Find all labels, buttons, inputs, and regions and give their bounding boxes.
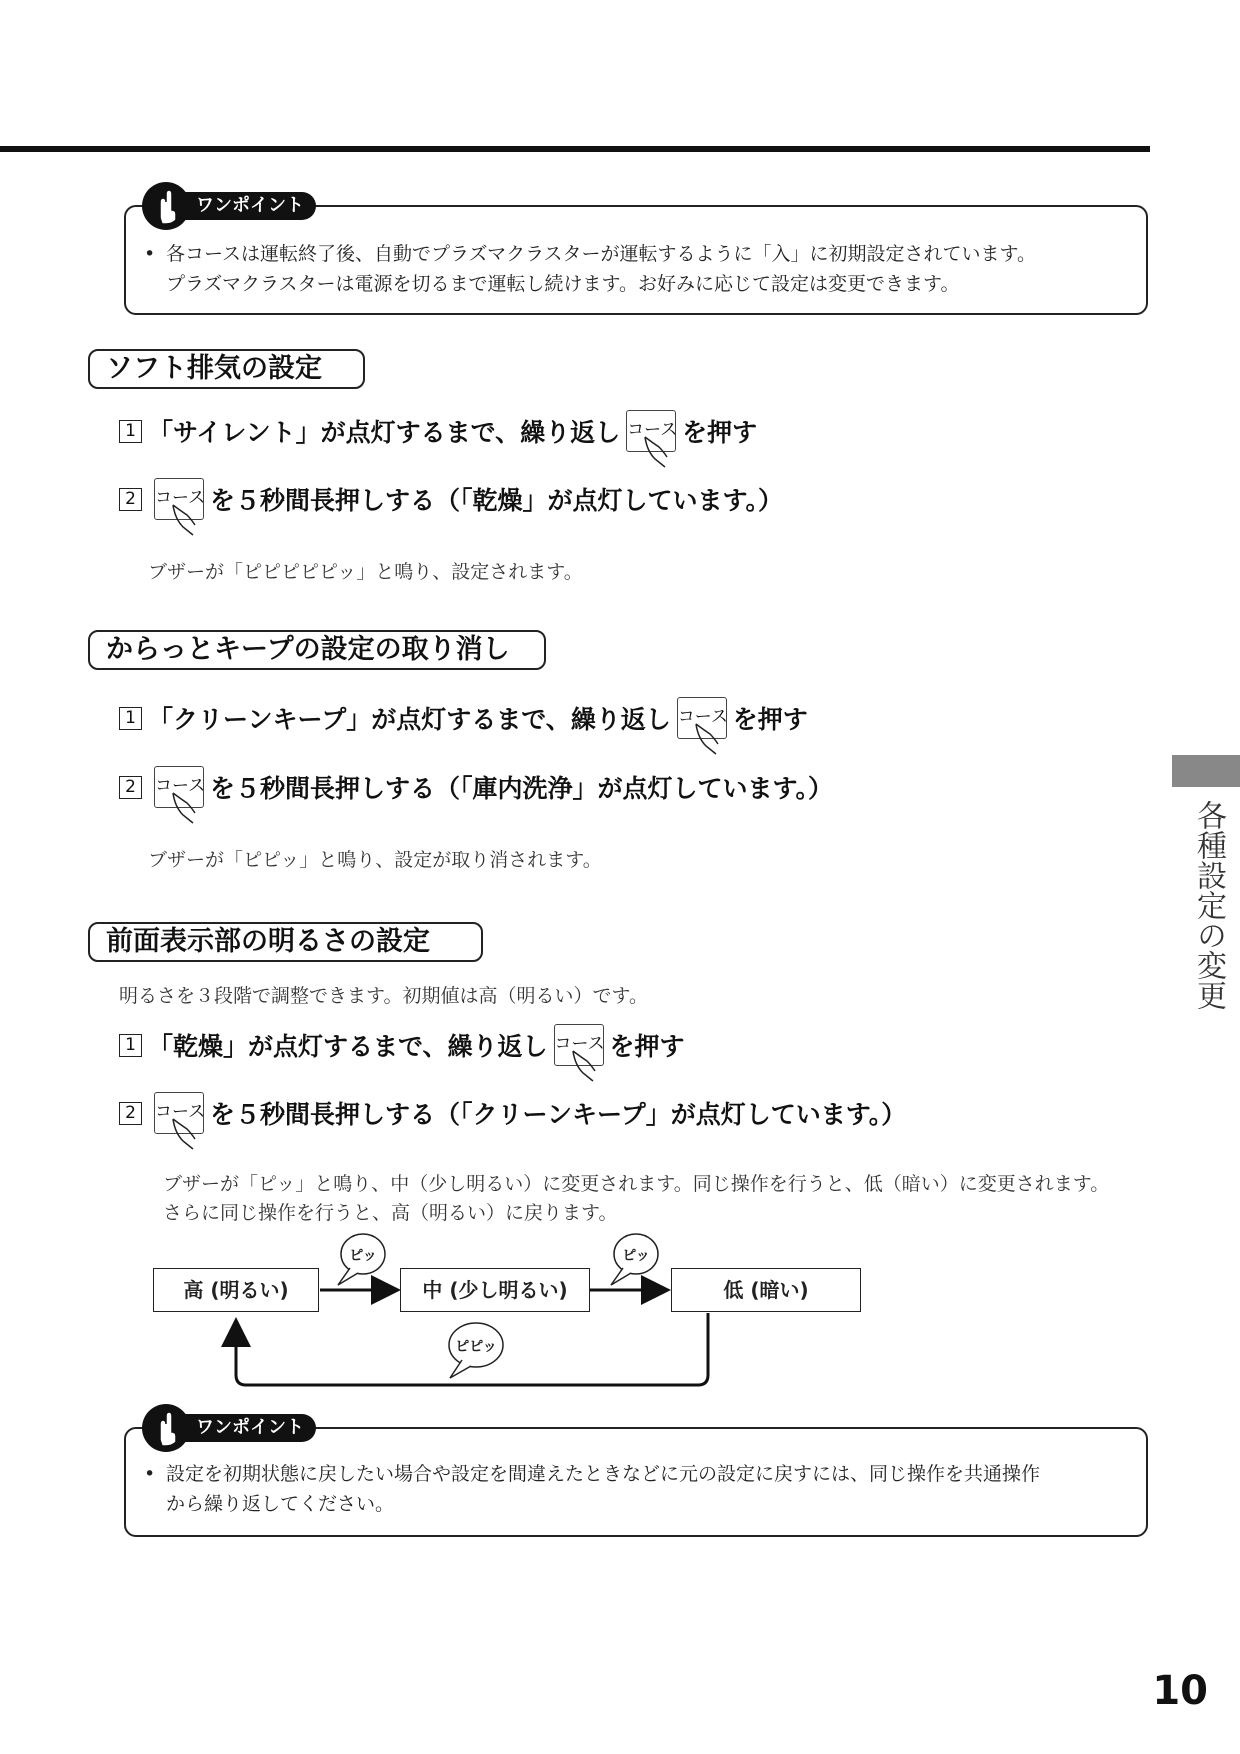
section-3-note-line-2: さらに同じ操作を行うと、高（明るい）に戻ります。 — [163, 1202, 618, 1224]
step-text-after: を５秒間長押しする（「クリーンキープ」が点灯しています。） — [210, 1100, 907, 1129]
section-3-intro: 明るさを３段階で調整できます。初期値は高（明るい）です。 — [119, 985, 648, 1007]
step-text-after: を５秒間長押しする（「乾燥」が点灯しています。） — [210, 486, 784, 515]
section-1-note: ブザーが「ピピピピピッ」と鳴り、設定されます。 — [148, 561, 583, 583]
step-number: 1 — [119, 420, 142, 443]
step-text-before: 「サイレント」が点灯するまで、繰り返し — [148, 418, 621, 447]
onepoint-2-line-1: 設定を初期状態に戻したい場合や設定を間違えたときなどに元の設定に戻すには、同じ操作を共通操作 — [166, 1463, 1041, 1485]
step-text-after: を押す — [609, 1032, 685, 1061]
section-1-title-text: ソフト排気の設定 — [106, 353, 322, 384]
course-button-label: コース — [155, 1102, 206, 1122]
brightness-mid-box: 中 (少し明るい) — [400, 1268, 590, 1312]
step-number: 1 — [119, 707, 142, 730]
brightness-low-box: 低 (暗い) — [671, 1268, 861, 1312]
section-2-note: ブザーが「ピピッ」と鳴り、設定が取り消されます。 — [148, 849, 602, 871]
page-number: 10 — [1152, 1668, 1208, 1714]
onepoint-badge-2 — [140, 1402, 316, 1454]
beep-label-1: ピッ — [349, 1248, 377, 1264]
step-number: 2 — [119, 1102, 142, 1125]
onepoint-2-line-2: から繰り返してください。 — [166, 1493, 395, 1515]
step-number: 2 — [119, 488, 142, 511]
course-button-label: コース — [155, 488, 206, 508]
step-number: 1 — [119, 1034, 142, 1057]
section-3-note-line-1: ブザーが「ピッ」と鳴り、中（少し明るい）に変更されます。同じ操作を行うと、低（暗い）に変更されます。 — [163, 1173, 1110, 1195]
onepoint-text-2: • 設定を初期状態に戻したい場合や設定を間違えたときなどに元の設定に戻すには、同じ操作を共通操作 から繰り返してください。 — [144, 1459, 1040, 1519]
course-button-label: コース — [627, 420, 678, 440]
course-button-label: コース — [155, 776, 206, 796]
course-button-label: コース — [554, 1034, 605, 1054]
section-2-title-text: からっとキープの設定の取り消し — [106, 634, 510, 665]
section-3-title-text: 前面表示部の明るさの設定 — [106, 926, 430, 957]
step-text-before: 「乾燥」が点灯するまで、繰り返し — [148, 1032, 548, 1061]
onepoint-text-1: • 各コースは運転終了後、自動でプラズマクラスターが運転するように「入」に初期設定されています。 プラズマクラスターは電源を切るまで運転し続けます。お好みに応じて設定は変更できます。 — [144, 239, 1036, 299]
pointing-hand-icon — [140, 1402, 192, 1454]
step-text-after: を押す — [682, 418, 758, 447]
step-text-after: を押す — [732, 705, 808, 734]
onepoint-label: ワンポイント — [182, 1414, 316, 1442]
beep-label-return: ピピッ — [455, 1339, 497, 1355]
brightness-high-box: 高 (明るい) — [153, 1268, 319, 1312]
onepoint-1-line-1: 各コースは運転終了後、自動でプラズマクラスターが運転するように「入」に初期設定されています。 — [166, 243, 1037, 265]
step-text-before: 「クリーンキープ」が点灯するまで、繰り返し — [148, 705, 671, 734]
side-tab-marker — [1172, 755, 1240, 787]
beep-label-2: ピッ — [622, 1248, 650, 1264]
course-button-label: コース — [677, 707, 728, 727]
onepoint-1-line-2: プラズマクラスターは電源を切るまで運転し続けます。お好みに応じて設定は変更できます。 — [166, 273, 960, 295]
step-text-after: を５秒間長押しする（「庫内洗浄」が点灯しています。） — [210, 774, 834, 803]
side-tab-text: 各種設定の変更 — [1191, 800, 1226, 1010]
onepoint-label: ワンポイント — [182, 192, 316, 220]
step-number: 2 — [119, 776, 142, 799]
